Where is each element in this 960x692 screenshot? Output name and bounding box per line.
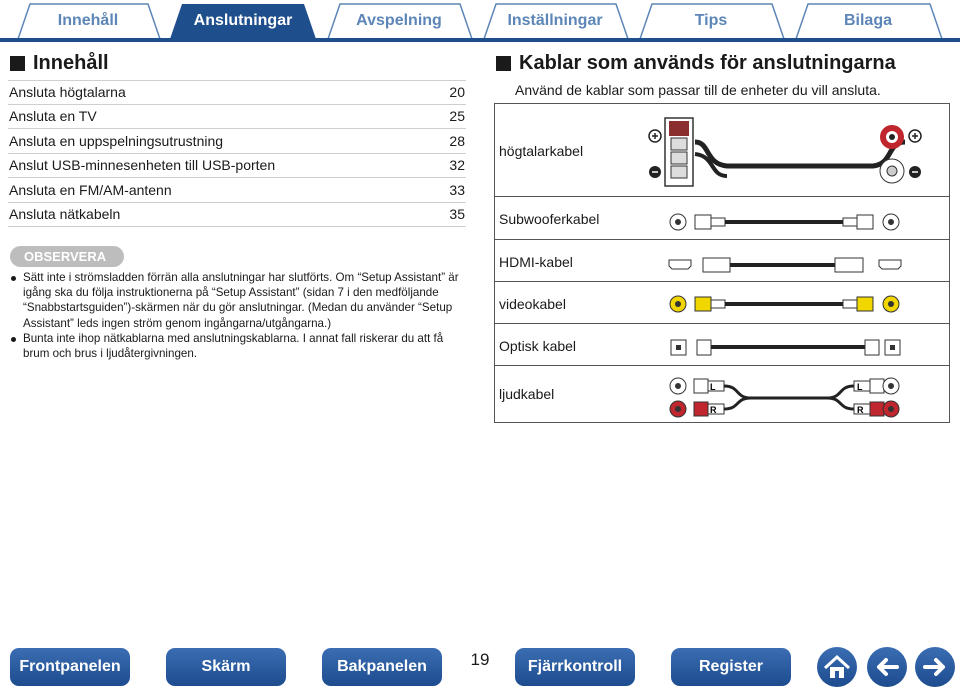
back-arrow-icon <box>867 647 907 687</box>
toc-page: 28 <box>449 132 465 149</box>
note-item: Sätt inte i strömsladden förrän alla anslutningar har slutförts. Om “Setup Assistant” är igång ska du följa instruktionerna på “Setup Assistant” (sidan 7 i den medföljande “Snabbstartsguiden”)-skärmen när du gör anslutningar. (Medan du använder “Setup Assistant” leds ingen ström genom ingångarna/utgångarna.) <box>10 270 470 331</box>
cable-label: ljudkabel <box>499 386 555 402</box>
page-number: 19 <box>470 650 490 669</box>
fjarrkontroll-button[interactable]: Fjärrkontroll <box>515 648 635 686</box>
tab-bar <box>0 0 960 42</box>
cable-row-hdmi <box>495 240 949 282</box>
cable-row-optical <box>495 324 949 366</box>
note-item: Bunta inte ihop nätkablarna med anslutningskablarna. I annat fall riskerar du att få brum och brus i ljudåtergivningen. <box>10 331 470 361</box>
cables-subtitle: Använd de kablar som passar till de enheter du vill ansluta. <box>515 82 881 98</box>
toc-item[interactable] <box>8 154 466 179</box>
toc-item[interactable] <box>8 178 466 203</box>
contents-list <box>8 80 466 227</box>
toc-item[interactable] <box>8 203 466 228</box>
forward-button[interactable] <box>915 647 955 687</box>
toc-page: 35 <box>449 206 465 223</box>
tab-label: Anslutningar <box>193 12 293 29</box>
cable-label: Subwooferkabel <box>499 211 600 227</box>
audio-cable-icon <box>495 366 949 424</box>
cable-row-video <box>495 282 949 324</box>
skarm-button[interactable]: Skärm <box>166 648 286 686</box>
audio-right-mark: R <box>710 405 717 415</box>
audio-right-mark: R <box>857 405 864 415</box>
tab-label: Avspelning <box>356 12 442 29</box>
tab-label: Inställningar <box>507 12 603 29</box>
cable-label: Optisk kabel <box>499 338 577 354</box>
tab-label: Bilaga <box>843 12 892 29</box>
cable-row-subwoofer <box>495 197 949 240</box>
audio-left-mark: L <box>710 382 716 392</box>
toc-title: Ansluta en TV <box>9 108 97 125</box>
toc-page: 33 <box>449 181 465 198</box>
cable-label: videokabel <box>499 296 566 312</box>
tab-installningar[interactable] <box>474 3 636 39</box>
bakpanelen-button[interactable]: Bakpanelen <box>322 648 442 686</box>
home-button[interactable] <box>817 647 857 687</box>
toc-title: Ansluta en FM/AM-antenn <box>9 181 172 198</box>
cable-label: högtalarkabel <box>499 143 584 159</box>
forward-arrow-icon <box>915 647 955 687</box>
register-button[interactable]: Register <box>671 648 791 686</box>
cables-table <box>494 103 950 423</box>
toc-title: Anslut USB-minnesenheten till USB-porten <box>9 157 276 174</box>
toc-title: Ansluta nätkabeln <box>9 206 121 223</box>
cable-row-audio <box>495 366 949 424</box>
toc-page: 25 <box>449 108 465 125</box>
toc-item[interactable] <box>8 105 466 130</box>
tab-label: Tips <box>694 12 728 29</box>
tab-avspelning[interactable] <box>318 3 480 39</box>
contents-heading-text: Innehåll <box>33 52 109 74</box>
toc-item[interactable] <box>8 80 466 105</box>
audio-left-mark: L <box>857 382 863 392</box>
heading-square-icon <box>10 56 25 71</box>
hdmi-cable-icon <box>495 240 949 282</box>
observera-badge: OBSERVERA <box>10 246 124 267</box>
tab-label: Innehåll <box>57 12 119 29</box>
toc-title: Ansluta en uppspelningsutrustning <box>9 132 224 149</box>
heading-square-icon <box>496 56 511 71</box>
optical-cable-icon <box>495 324 949 366</box>
home-icon <box>817 647 857 687</box>
speaker-cable-icon <box>495 104 949 197</box>
frontpanelen-button[interactable]: Frontpanelen <box>10 648 130 686</box>
cable-label: HDMI-kabel <box>499 254 573 270</box>
cables-heading-text: Kablar som används för anslutningarna <box>519 52 896 74</box>
toc-page: 32 <box>449 157 465 174</box>
back-button[interactable] <box>867 647 907 687</box>
cables-heading <box>496 52 896 75</box>
video-cable-icon <box>495 282 949 324</box>
toc-page: 20 <box>449 84 465 101</box>
cable-row-speaker <box>495 104 949 197</box>
contents-heading <box>10 52 109 75</box>
tab-innehall[interactable] <box>8 3 168 39</box>
tab-underline <box>0 38 960 42</box>
tab-bilaga[interactable] <box>786 3 950 39</box>
subwoofer-cable-icon <box>495 197 949 240</box>
tab-anslutningar[interactable] <box>162 3 324 39</box>
toc-item[interactable] <box>8 129 466 154</box>
tab-tips[interactable] <box>630 3 792 39</box>
notes-list <box>10 270 470 361</box>
toc-title: Ansluta högtalarna <box>9 84 126 101</box>
